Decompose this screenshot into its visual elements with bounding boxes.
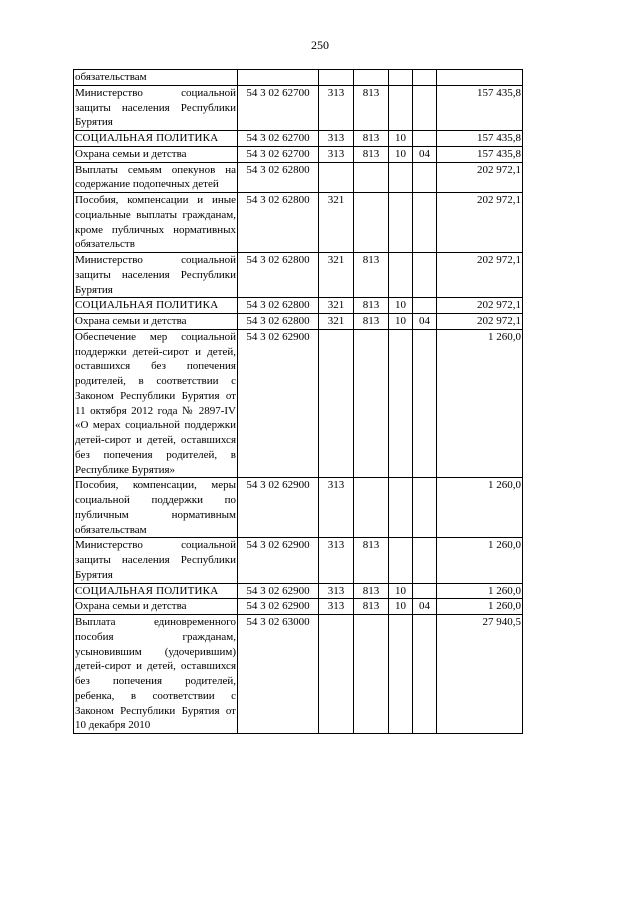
row-code-cell: 54 3 02 62700 (238, 85, 319, 130)
table-row (74, 615, 523, 734)
table-row (74, 583, 523, 599)
row-code-cell: 54 3 02 62800 (238, 253, 319, 298)
row-vr-cell (319, 162, 354, 193)
row-pr-cell (413, 583, 437, 599)
table-row (74, 478, 523, 538)
row-amount-cell (437, 70, 523, 86)
row-pr-cell (413, 478, 437, 538)
row-amount-cell: 202 972,1 (437, 193, 523, 253)
row-amount-cell: 202 972,1 (437, 253, 523, 298)
row-code-cell: 54 3 02 62800 (238, 298, 319, 314)
row-code-cell: 54 3 02 62700 (238, 146, 319, 162)
row-vr-cell (319, 70, 354, 86)
row-vr-cell: 313 (319, 583, 354, 599)
row-rz-cell: 10 (389, 146, 413, 162)
table-row (74, 85, 523, 130)
row-code-cell: 54 3 02 62800 (238, 314, 319, 330)
row-code-cell: 54 3 02 62900 (238, 583, 319, 599)
row-vr-cell: 321 (319, 253, 354, 298)
row-name-cell: Обеспечение мер социальной поддержки детей-сирот и детей, оставшихся без попечения родителей, в соответствии с Законом Республики Бурятия от 11 октября 2012 года № 2897-IV «О мерах социальной поддержки детей-сирот и детей, оставшихся без попечения родителей, в Республике Бурятия» (74, 329, 238, 478)
row-vr-cell (319, 615, 354, 734)
row-code-cell (238, 70, 319, 86)
table-row (74, 146, 523, 162)
row-pr-cell (413, 298, 437, 314)
row-name-cell: Выплаты семьям опекунов на содержание подопечных детей (74, 162, 238, 193)
row-vr-cell: 313 (319, 131, 354, 147)
row-vr-cell: 313 (319, 478, 354, 538)
table-row (74, 193, 523, 253)
row-amount-cell: 1 260,0 (437, 599, 523, 615)
row-rz-cell (389, 193, 413, 253)
table-row (74, 70, 523, 86)
row-pr-cell (413, 85, 437, 130)
table-row (74, 329, 523, 478)
row-amount-cell: 157 435,8 (437, 131, 523, 147)
row-pr-cell (413, 538, 437, 583)
row-pr-cell (413, 615, 437, 734)
row-amount-cell: 202 972,1 (437, 314, 523, 330)
table-row (74, 314, 523, 330)
row-rz-cell (389, 478, 413, 538)
row-pr-cell (413, 329, 437, 478)
row-amount-cell: 202 972,1 (437, 298, 523, 314)
row-rz-cell: 10 (389, 131, 413, 147)
row-name-cell: СОЦИАЛЬНАЯ ПОЛИТИКА (74, 298, 238, 314)
row-gr-cell: 813 (354, 131, 389, 147)
row-code-cell: 54 3 02 62800 (238, 193, 319, 253)
row-pr-cell: 04 (413, 599, 437, 615)
row-rz-cell (389, 253, 413, 298)
row-code-cell: 54 3 02 62800 (238, 162, 319, 193)
row-amount-cell: 1 260,0 (437, 478, 523, 538)
budget-table-body (74, 70, 523, 734)
row-gr-cell (354, 478, 389, 538)
budget-table (73, 69, 523, 734)
row-code-cell: 54 3 02 63000 (238, 615, 319, 734)
row-pr-cell: 04 (413, 314, 437, 330)
page-number: 250 (311, 38, 329, 52)
row-vr-cell: 321 (319, 298, 354, 314)
row-rz-cell: 10 (389, 599, 413, 615)
row-rz-cell (389, 538, 413, 583)
row-rz-cell (389, 162, 413, 193)
row-vr-cell: 313 (319, 146, 354, 162)
row-gr-cell: 813 (354, 314, 389, 330)
row-name-cell: Пособия, компенсации и иные социальные выплаты гражданам, кроме публичных нормативных обязательств (74, 193, 238, 253)
row-gr-cell (354, 615, 389, 734)
row-code-cell: 54 3 02 62900 (238, 478, 319, 538)
row-rz-cell: 10 (389, 583, 413, 599)
row-pr-cell (413, 70, 437, 86)
row-vr-cell: 313 (319, 85, 354, 130)
row-vr-cell: 321 (319, 193, 354, 253)
table-row (74, 253, 523, 298)
row-pr-cell: 04 (413, 146, 437, 162)
row-name-cell: Пособия, компенсации, меры социальной поддержки по публичным нормативным обязательствам (74, 478, 238, 538)
row-gr-cell: 813 (354, 599, 389, 615)
row-rz-cell: 10 (389, 298, 413, 314)
row-name-cell: Выплата единовременного пособия гражданам, усыновившим (удочерившим) детей-сирот и детей, оставшихся без попечения родителей, ребенка, в соответствии с Законом Республики Бурятия от 10 декабря 2010 (74, 615, 238, 734)
row-gr-cell: 813 (354, 298, 389, 314)
row-amount-cell: 202 972,1 (437, 162, 523, 193)
row-amount-cell: 27 940,5 (437, 615, 523, 734)
row-rz-cell (389, 329, 413, 478)
row-name-cell: Охрана семьи и детства (74, 599, 238, 615)
row-vr-cell: 313 (319, 538, 354, 583)
row-name-cell: Министерство социальной защиты населения Республики Бурятия (74, 253, 238, 298)
row-code-cell: 54 3 02 62700 (238, 131, 319, 147)
row-gr-cell: 813 (354, 85, 389, 130)
table-row (74, 599, 523, 615)
row-code-cell: 54 3 02 62900 (238, 538, 319, 583)
row-gr-cell: 813 (354, 253, 389, 298)
row-amount-cell: 157 435,8 (437, 85, 523, 130)
row-rz-cell: 10 (389, 314, 413, 330)
row-amount-cell: 1 260,0 (437, 583, 523, 599)
row-gr-cell (354, 193, 389, 253)
row-name-cell: СОЦИАЛЬНАЯ ПОЛИТИКА (74, 131, 238, 147)
table-row (74, 538, 523, 583)
row-name-cell: Министерство социальной защиты населения Республики Бурятия (74, 85, 238, 130)
row-gr-cell: 813 (354, 538, 389, 583)
row-vr-cell: 313 (319, 599, 354, 615)
row-gr-cell (354, 162, 389, 193)
row-name-cell: Охрана семьи и детства (74, 314, 238, 330)
row-code-cell: 54 3 02 62900 (238, 329, 319, 478)
row-code-cell: 54 3 02 62900 (238, 599, 319, 615)
row-vr-cell (319, 329, 354, 478)
table-row (74, 162, 523, 193)
row-gr-cell: 813 (354, 146, 389, 162)
row-rz-cell (389, 615, 413, 734)
row-gr-cell (354, 70, 389, 86)
row-name-cell: обязательствам (74, 70, 238, 86)
row-pr-cell (413, 162, 437, 193)
row-rz-cell (389, 85, 413, 130)
row-amount-cell: 1 260,0 (437, 538, 523, 583)
row-name-cell: Министерство социальной защиты населения Республики Бурятия (74, 538, 238, 583)
table-row (74, 298, 523, 314)
row-gr-cell (354, 329, 389, 478)
row-name-cell: Охрана семьи и детства (74, 146, 238, 162)
row-pr-cell (413, 253, 437, 298)
row-gr-cell: 813 (354, 583, 389, 599)
row-name-cell: СОЦИАЛЬНАЯ ПОЛИТИКА (74, 583, 238, 599)
table-row (74, 131, 523, 147)
row-pr-cell (413, 131, 437, 147)
row-pr-cell (413, 193, 437, 253)
row-vr-cell: 321 (319, 314, 354, 330)
row-amount-cell: 1 260,0 (437, 329, 523, 478)
row-rz-cell (389, 70, 413, 86)
row-amount-cell: 157 435,8 (437, 146, 523, 162)
